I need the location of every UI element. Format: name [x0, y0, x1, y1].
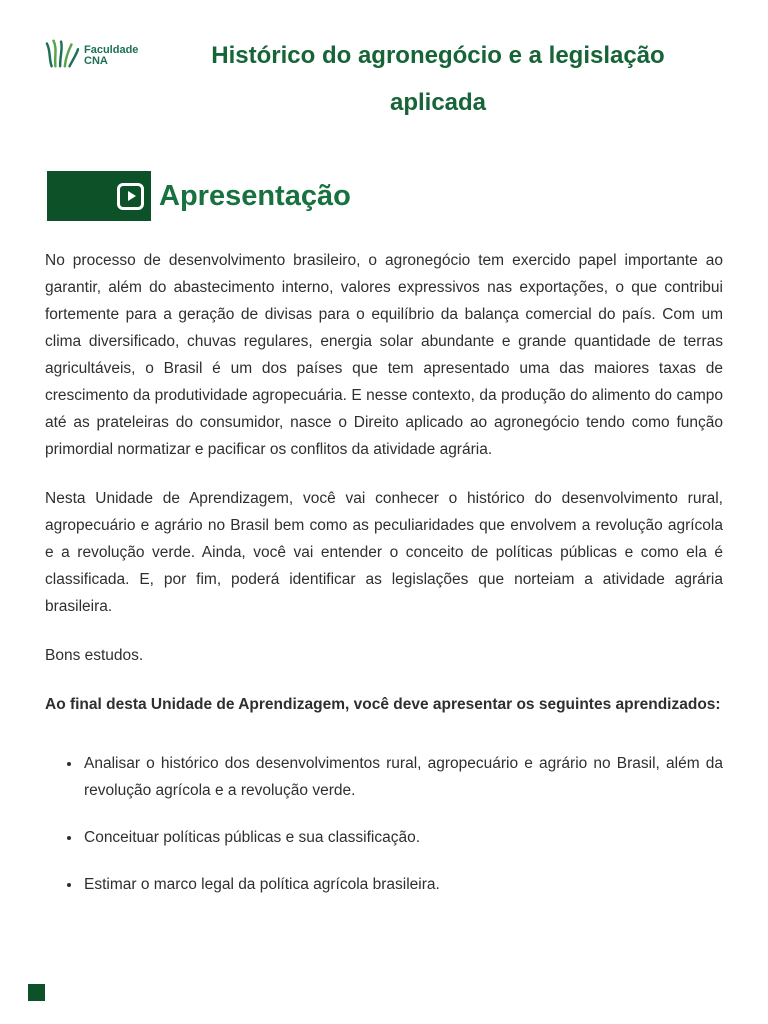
paragraph-closing: Bons estudos. [45, 647, 144, 664]
faculdade-cna-logo [45, 38, 153, 73]
page-title-line2: aplicada [389, 89, 487, 116]
play-triangle-icon [128, 191, 136, 201]
list-item: • Conceituar políticas públicas e sua classificação. [82, 824, 723, 851]
logo-wordmark-line1: Faculdade [84, 43, 139, 56]
play-icon [117, 183, 144, 210]
objectives-list [45, 750, 723, 898]
grass-logo-icon [45, 38, 79, 73]
logo-wordmark-line2: CNA [84, 54, 108, 67]
list-item: • Estimar o marco legal da política agrícola brasileira. [82, 871, 723, 898]
paragraph-intro: No processo de desenvolvimento brasileiro, o agronegócio tem exercido papel importante ao garantir, além do abastecimento interno, valores expressivos nas exportações, o que contribui fortemente para a geração de divisas para o equilíbrio da balança comercial do país. Com um clima diversificado, chuvas regulares, energia solar abundante e grande quantidade de terras agricultáveis, o Brasil é um dos países que tem apresentado uma das maiores taxas de crescimento da produtividade agropecuária. E nesse contexto, da produção do alimento do campo até as prateleiras do consumidor, nasce o Direito aplicado ao agronegócio tendo como função primordial normatizar e pacificar os conflitos da atividade agrária. [45, 252, 723, 458]
section-banner [47, 171, 151, 221]
page-corner-marker [28, 984, 45, 1001]
page-title [153, 32, 723, 126]
section-header [47, 171, 768, 221]
paragraph-unit-overview: Nesta Unidade de Aprendizagem, você vai conhecer o histórico do desenvolvimento rural, agropecuário e agrário no Brasil bem como as peculiaridades que envolvem a revolução agrícola e a revolução verde. Ainda, você vai entender o conceito de políticas públicas e como ela é classificada. E, por fim, poderá identificar as legislações que norteiam a atividade agrária brasileira. [45, 490, 723, 615]
body-content [45, 247, 723, 898]
section-heading: Apresentação [159, 179, 351, 212]
objectives-heading: Ao final desta Unidade de Aprendizagem, você deve apresentar os seguintes aprendizados: [45, 696, 721, 713]
page-header [0, 0, 768, 126]
list-item: • Analisar o histórico dos desenvolvimentos rural, agropecuário e agrário no Brasil, além da revolução agrícola e a revolução verde. [82, 750, 723, 804]
page-title-line1: Histórico do agronegócio e a legislação [211, 42, 665, 69]
logo-wordmark [84, 45, 138, 67]
